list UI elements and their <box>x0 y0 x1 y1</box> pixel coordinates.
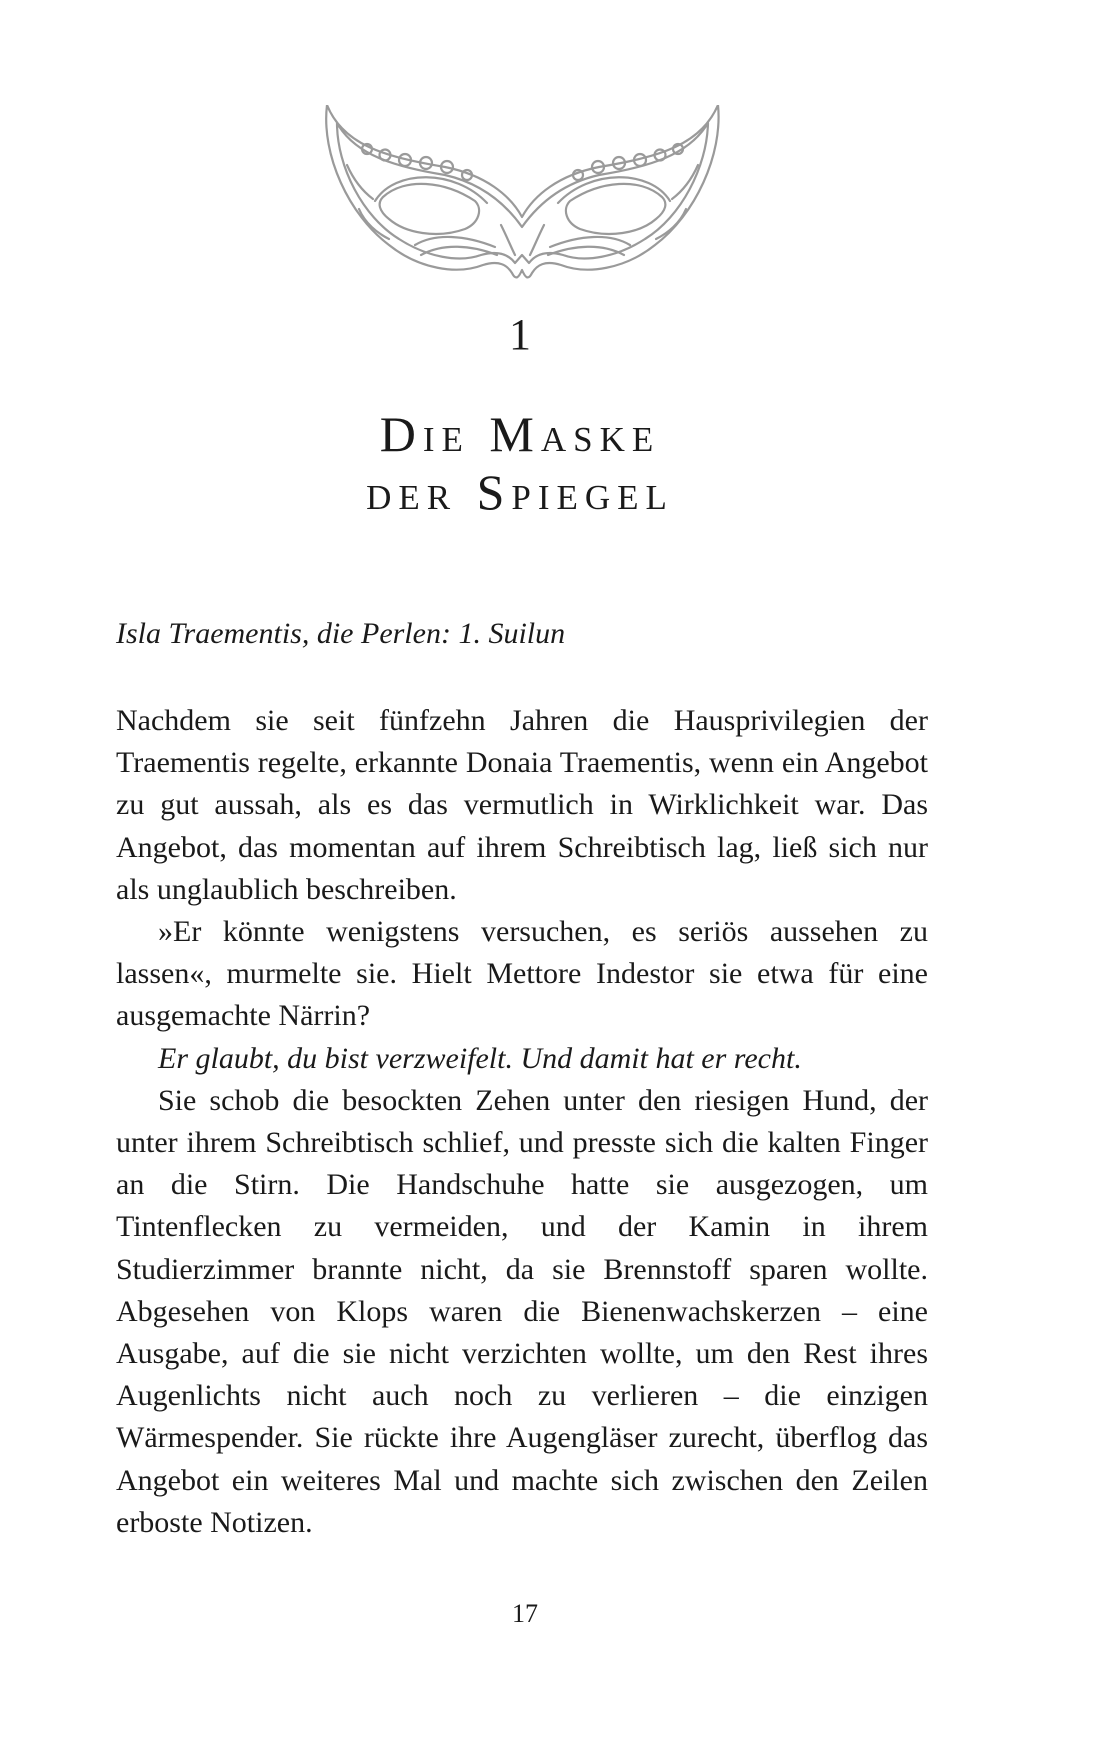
paragraph: Nachdem sie seit fünfzehn Jahren die Hausprivilegien der Traementis regelte, erkannte Donaia Traementis, wenn ein Angebot zu gut aussah, als es das vermutlich in Wirklichkeit war. Das Angebot, das momentan auf ihrem Schreibtisch lag, ließ sich nur als unglaublich beschreiben. <box>116 704 928 906</box>
chapter-title-line-1: Die Maske <box>379 406 661 462</box>
page-number: 17 <box>512 1599 538 1628</box>
chapter-title-line-2: der Spiegel <box>366 464 674 520</box>
chapter-title <box>0 405 1040 521</box>
chapter-number: 1 <box>509 310 531 359</box>
paragraph-thought: Er glaubt, du bist verzweifelt. Und damit hat er recht. <box>158 1041 802 1075</box>
chapter-location: Isla Traementis, die Perlen: 1. Suilun <box>116 617 566 650</box>
chapter-body <box>116 700 928 1544</box>
venetian-mask-icon <box>325 105 720 305</box>
paragraph: Sie schob die besockten Zehen unter den riesigen Hund, der unter ihrem Schreibtisch schlief, und presste sich die kalten Finger an die Stirn. Die Handschuhe hatte sie ausgezogen, um Tintenflecken zu vermeiden, und der Kamin in ihrem Studierzimmer brannte nicht, da sie Brennstoff sparen wollte. Abgesehen von Klops waren die Bienenwachskerzen – eine Ausgabe, auf die sie nicht verzichten wollte, um den Rest ihres Augenlichts nicht auch noch zu verlieren – die einzigen Wärmespender. Sie rückte ihre Augengläser zurecht, überflog das Angebot ein weiteres Mal und machte sich zwischen den Zeilen erboste Notizen. <box>116 1083 928 1539</box>
paragraph: »Er könnte wenigstens versuchen, es seriös aussehen zu lassen«, murmelte sie. Hielt Mettore Indestor sie etwa für eine ausgemachte Närrin? <box>116 915 928 1033</box>
